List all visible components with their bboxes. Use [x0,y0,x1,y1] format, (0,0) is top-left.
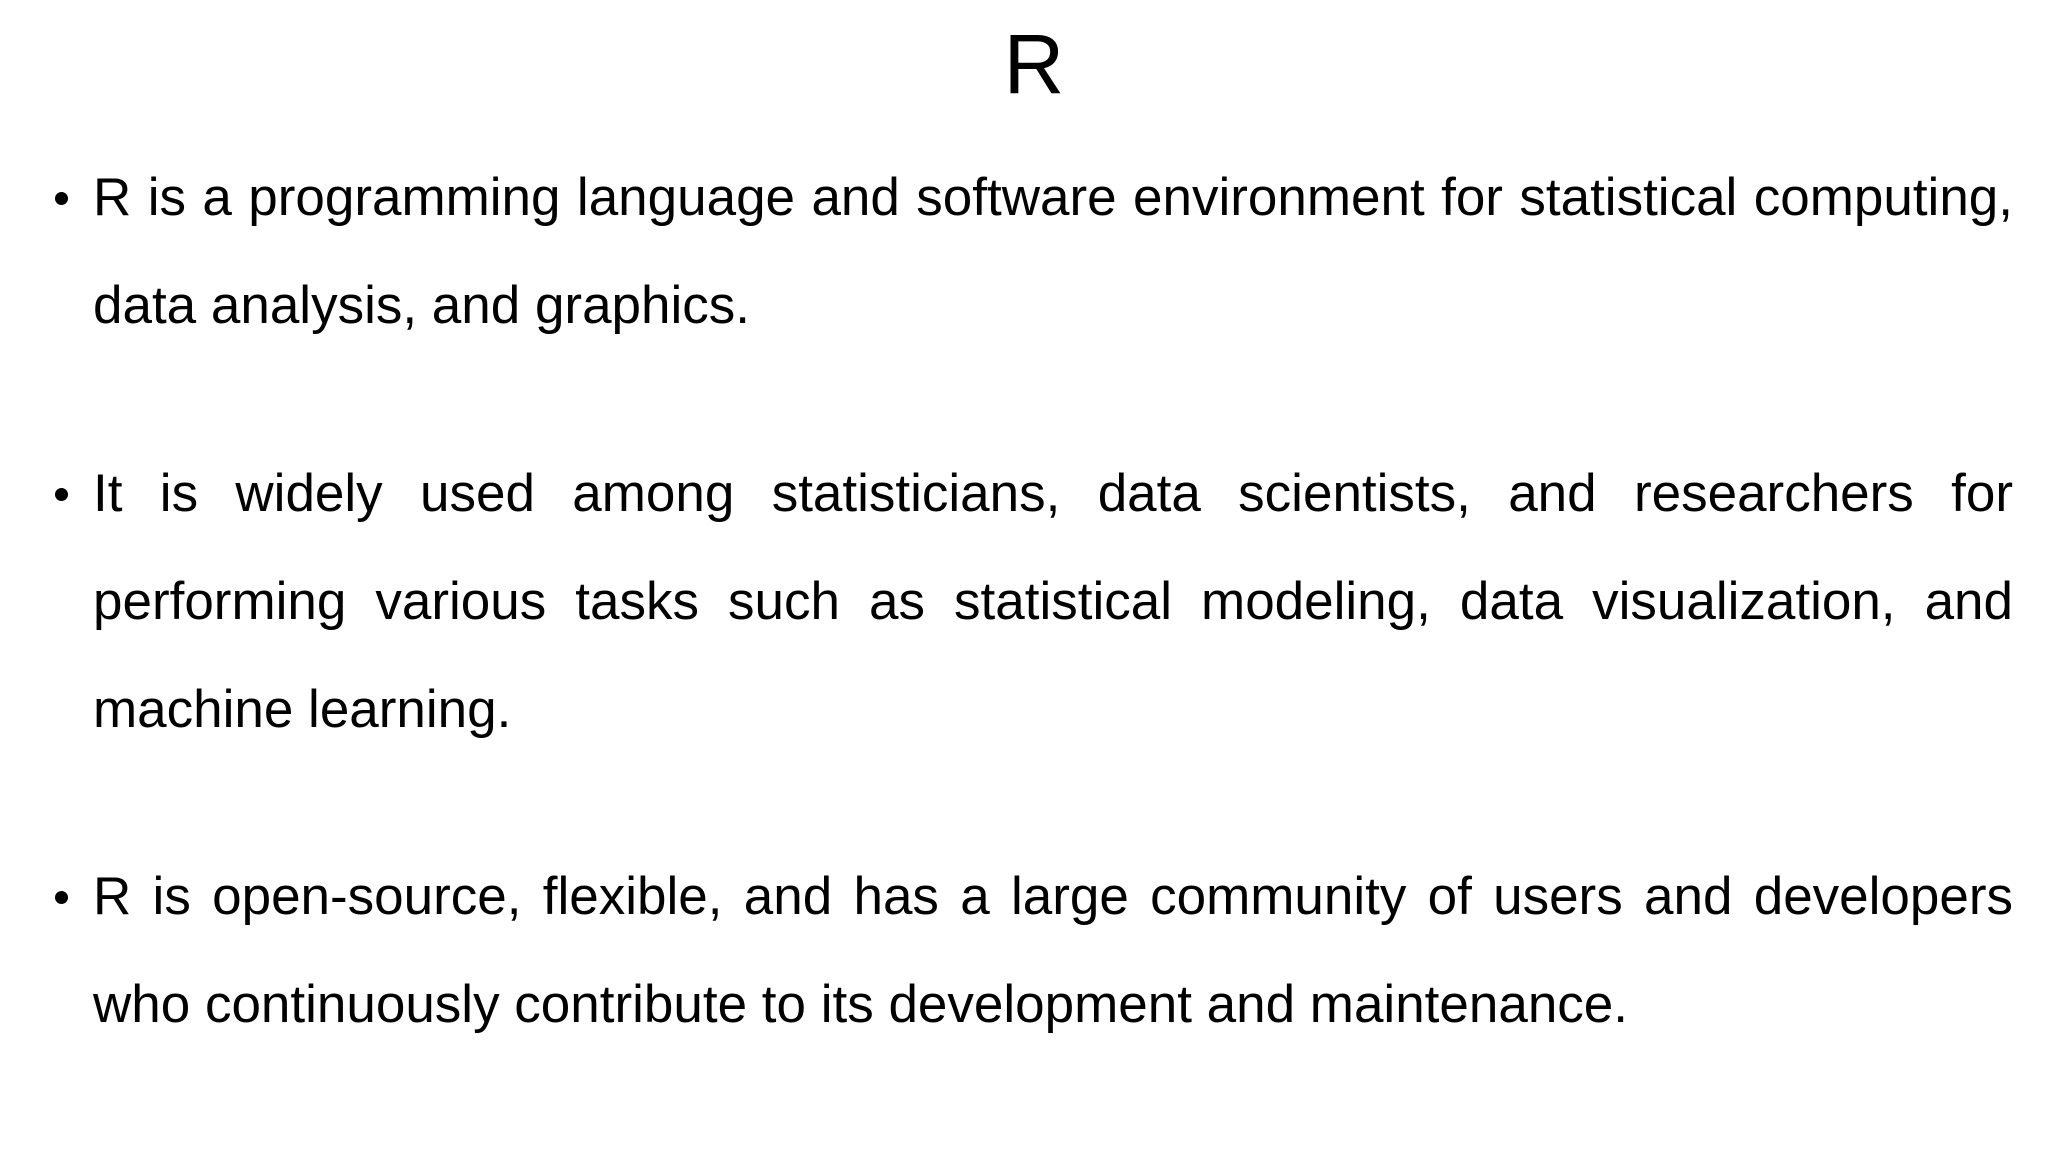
bullet-dot-icon [55,192,68,205]
bullet-dot-icon [55,891,68,904]
bullet-dot-icon [55,488,68,501]
bullet-text: It is widely used among statisticians, data scientists, and researchers for performing various tasks such as statistical modeling, data visualization, and machine learning. [93,464,2013,739]
slide-title: R [1003,17,1065,111]
bullet-text: R is a programming language and software environment for statistical computing, data analysis, and graphics. [93,168,2013,335]
bullet-text: R is open-source, flexible, and has a large community of users and developers who continuously contribute to its development and maintenance. [93,867,2013,1034]
